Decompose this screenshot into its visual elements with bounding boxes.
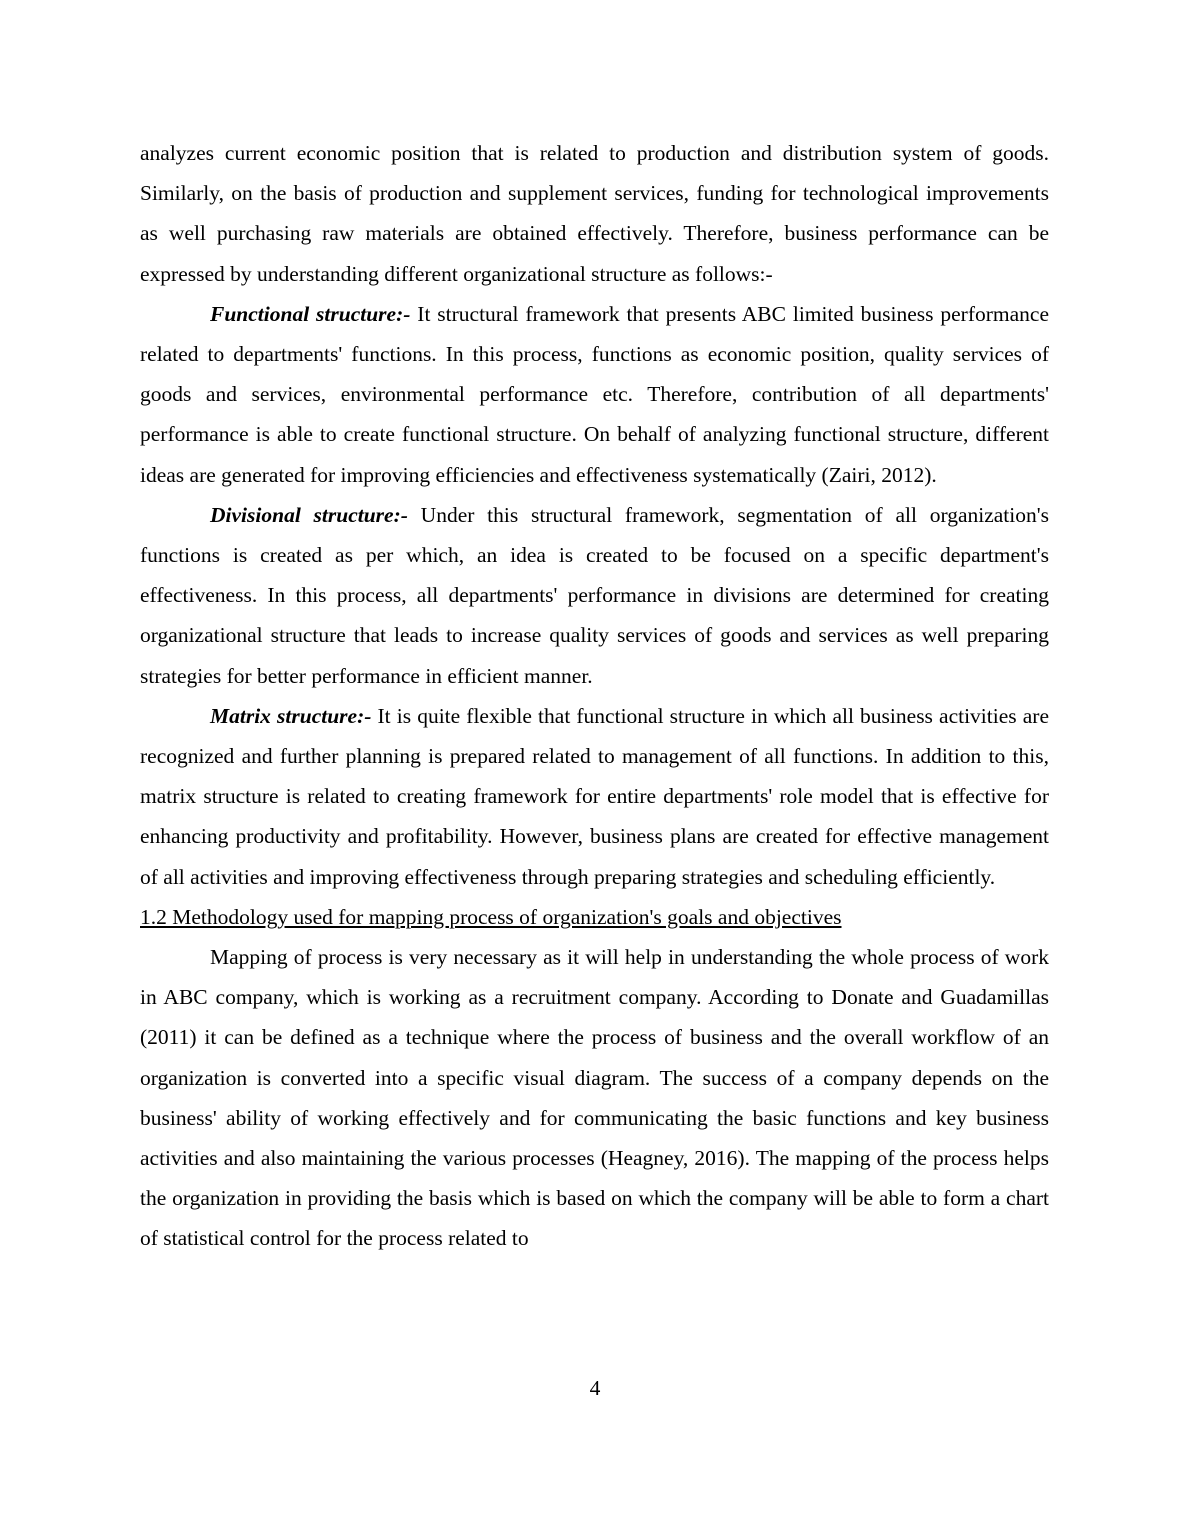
page-number: 4 [589, 1376, 601, 1400]
paragraph-matrix-structure [140, 696, 1049, 897]
paragraph-intro: analyzes current economic position that is related to production and distribution system of goods. Similarly, on the basis of production and supplement services, funding for technological improvements as well purchasing raw materials are obtained effectively. Therefore, business performance can be expressed by understanding different organizational structure as follows:- [140, 141, 1049, 286]
paragraph-mapping: Mapping of process is very necessary as it will help in understanding the whole process of work in ABC company, which is working as a recruitment company. According to Donate and Guadamillas (2011) it can be defined as a technique where the process of business and the overall workflow of an organization is converted into a specific visual diagram. The success of a company depends on the business' ability of working effectively and for communicating the basic functions and key business activities and also maintaining the various processes (Heagney, 2016). The mapping of the process helps the organization in providing the basis which is based on which the company will be able to form a chart of statistical control for the process related to [140, 945, 1049, 1251]
matrix-structure-text: It is quite flexible that functional structure in which all business activities are recognized and further planning is prepared related to management of all functions. In addition to this, matrix structure is related to creating framework for entire departments' role model that is effective for enhancing productivity and profitability. However, business plans are created for effective management of all activities and improving effectiveness through preparing strategies and scheduling efficiently. [140, 703, 1049, 889]
term-divisional-structure: Divisional structure:- [210, 502, 408, 527]
divisional-structure-text: Under this structural framework, segmentation of all organization's functions is created as per which, an idea is created to be focused on a specific department's effectiveness. In this process, all departments' performance in divisions are determined for creating organizational structure that leads to increase quality services of goods and services as well preparing strategies for better performance in efficient manner. [140, 502, 1049, 688]
paragraph-divisional-structure [140, 495, 1049, 696]
section-heading: 1.2 Methodology used for mapping process of organization's goals and objectives [140, 904, 842, 929]
page-body [140, 133, 1049, 1259]
term-matrix-structure: Matrix structure:- [210, 703, 372, 728]
functional-structure-text: It structural framework that presents ABC limited business performance related to departments' functions. In this process, functions as economic position, quality services of goods and services, environmental performance etc. Therefore, contribution of all departments' performance is able to create functional structure. On behalf of analyzing functional structure, different ideas are generated for improving efficiencies and effectiveness systematically (Zairi, 2012). [140, 301, 1049, 487]
term-functional-structure: Functional structure:- [210, 301, 411, 326]
paragraph-functional-structure [140, 294, 1049, 495]
